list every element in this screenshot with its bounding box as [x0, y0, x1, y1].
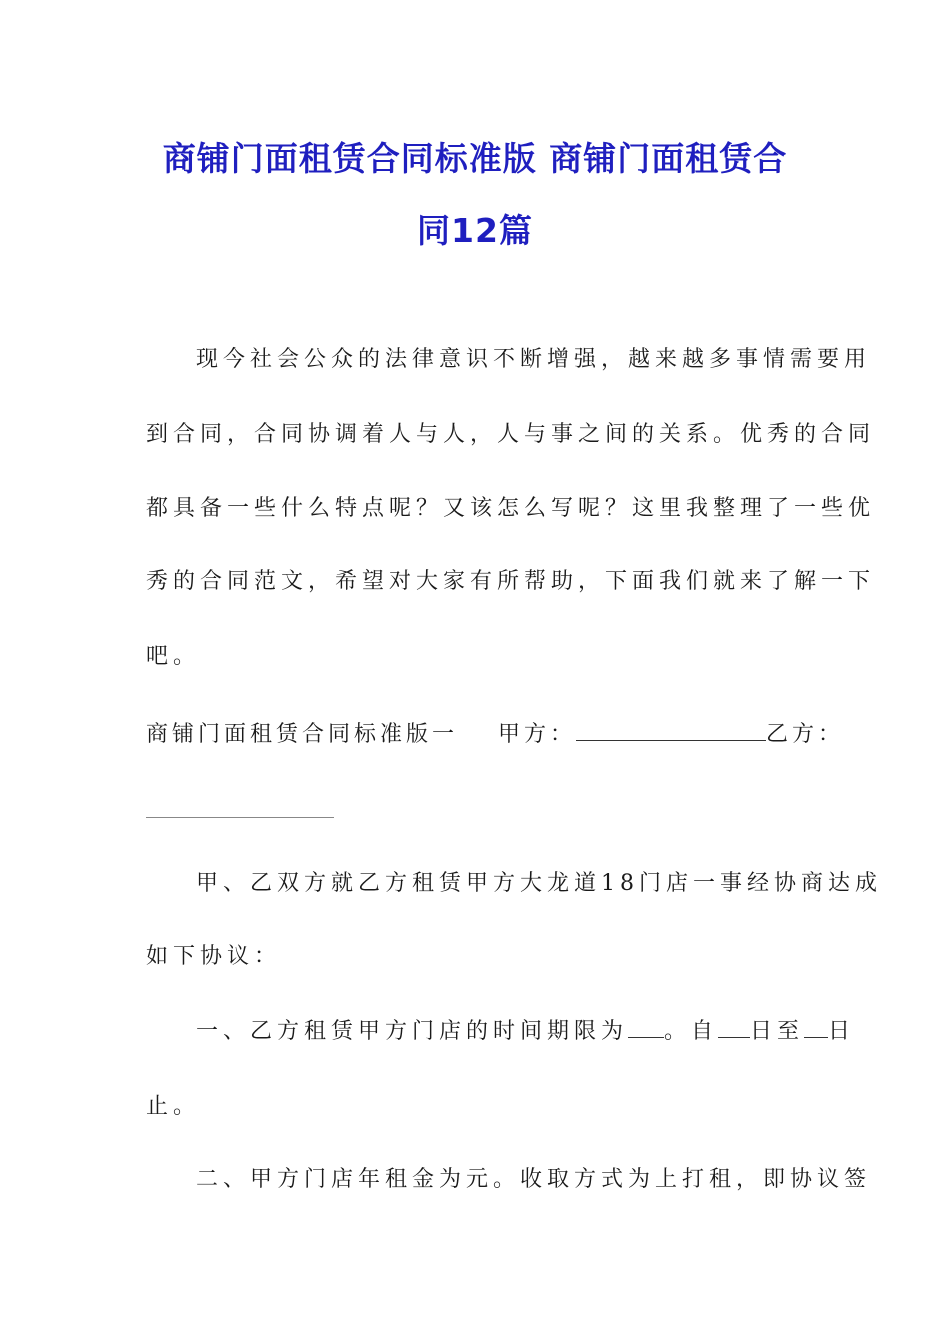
- clause-1-line-2: 止。: [146, 1094, 201, 1119]
- start-date-blank[interactable]: [718, 1017, 750, 1038]
- term-blank[interactable]: [628, 1017, 664, 1038]
- clause-2-line-1: 二、甲方门店年租金为元。收取方式为上打租，即协议签: [196, 1167, 872, 1192]
- clause-1-text-b: 。自: [664, 1019, 719, 1044]
- contract-heading-row: [146, 720, 845, 750]
- intro-line-4: 秀的合同范文，希望对大家有所帮助，下面我们就来了解一下: [146, 569, 876, 594]
- intro-line-3: 都具备一些什么特点呢？又该怎么写呢？这里我整理了一些优: [146, 496, 876, 521]
- party-b-label: 乙方：: [766, 722, 845, 747]
- end-date-blank[interactable]: [804, 1017, 828, 1038]
- document-title-line1: 商铺门面租赁合同标准版 商铺门面租赁合: [162, 139, 788, 178]
- party-a-blank[interactable]: [576, 720, 766, 741]
- party-a-label: 甲方：: [498, 722, 577, 747]
- intro-line-5: 吧。: [146, 644, 201, 669]
- party-b-blank[interactable]: [146, 817, 334, 818]
- intro-line-2: 到合同，合同协调着人与人，人与事之间的关系。优秀的合同: [146, 422, 876, 447]
- clause-1-text-a: 一、乙方租赁甲方门店的时间期限为: [196, 1019, 629, 1044]
- agreement-line-1: 甲、乙双方就乙方租赁甲方大龙道18门店一事经协商达成: [196, 871, 882, 896]
- clause-1-text-c: 日至: [750, 1019, 805, 1044]
- clause-1-text-d: 日: [828, 1019, 856, 1044]
- document-title-line2: 同12篇: [417, 211, 533, 250]
- intro-line-1: 现今社会公众的法律意识不断增强，越来越多事情需要用: [196, 347, 872, 372]
- agreement-line-2: 如下协议：: [146, 944, 282, 969]
- contract-heading: 商铺门面租赁合同标准版一: [146, 722, 459, 747]
- clause-1-line-1: [196, 1017, 855, 1047]
